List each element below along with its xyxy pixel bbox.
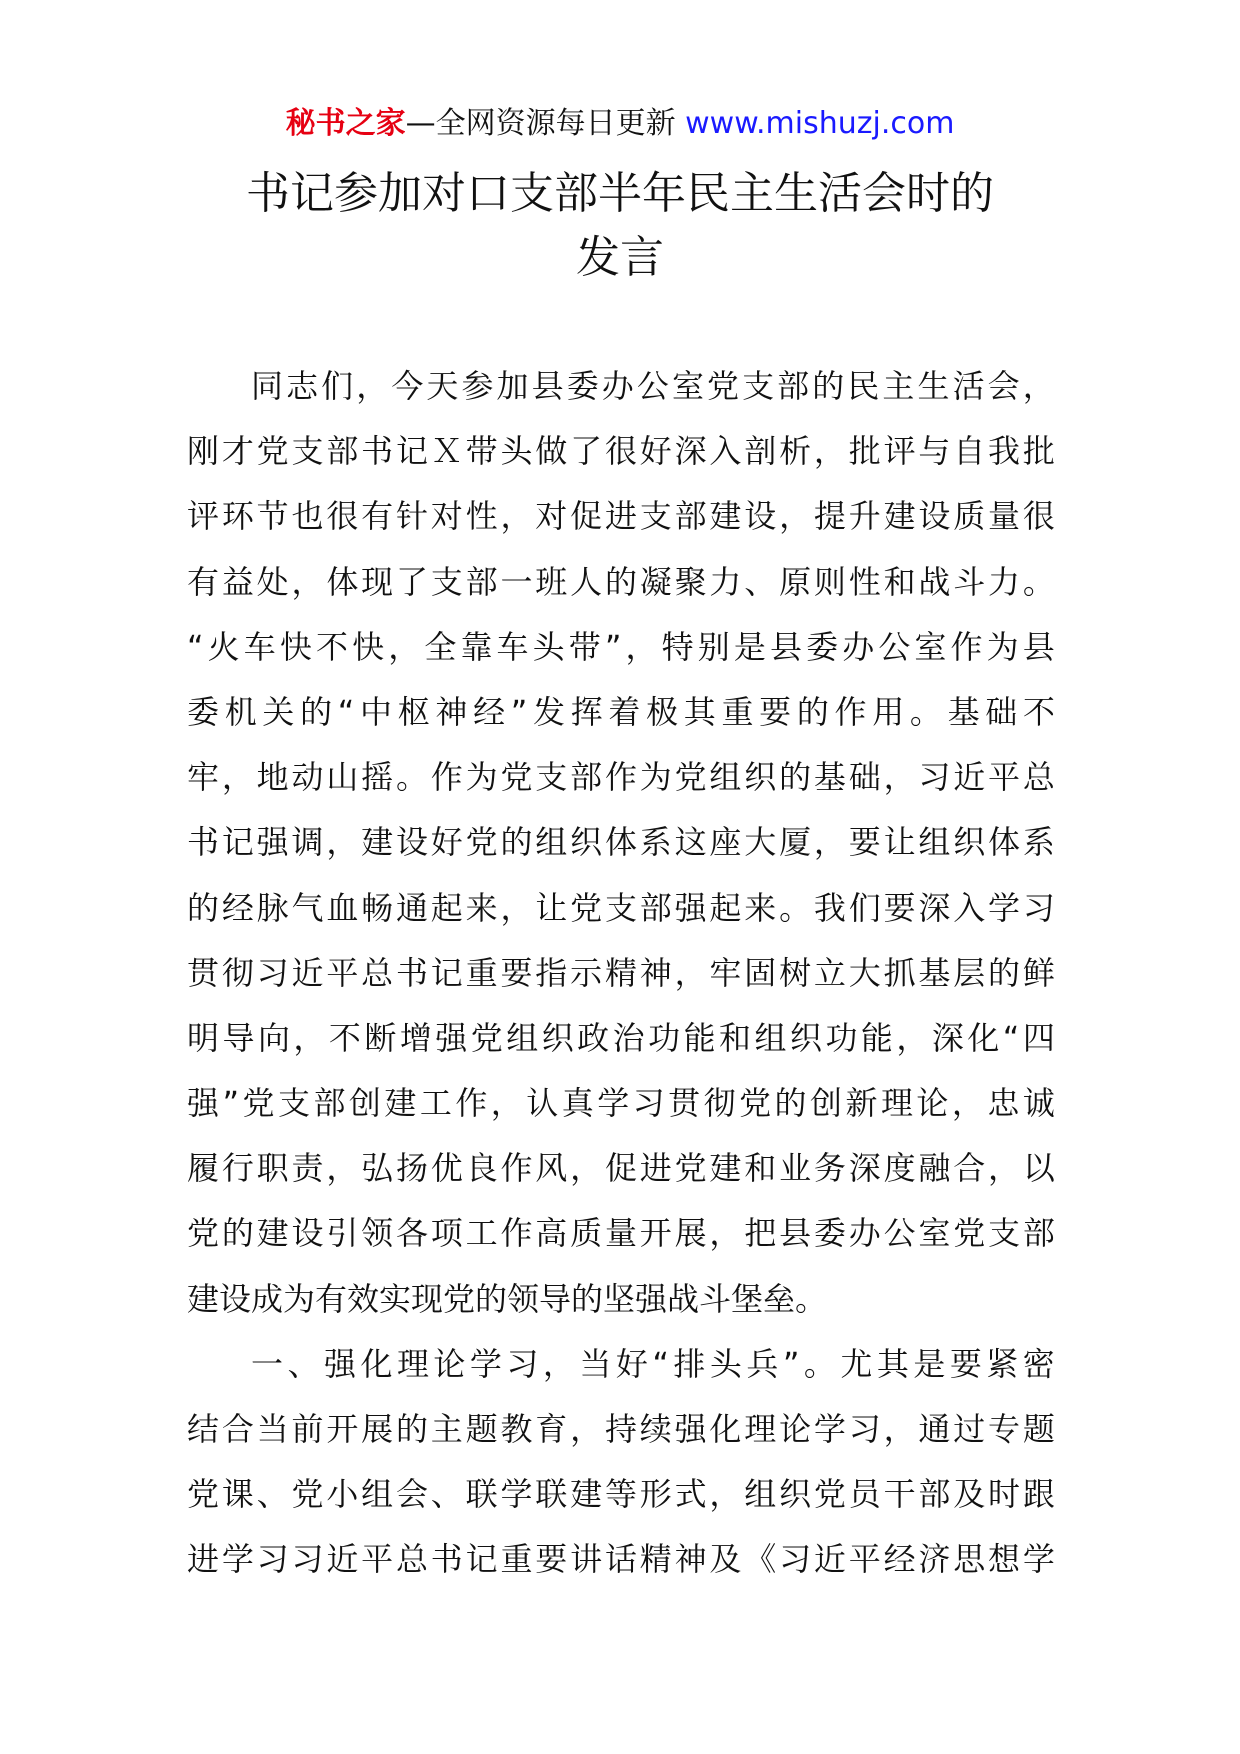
title-line-2: 发言 <box>576 232 664 283</box>
document-title <box>150 162 1090 290</box>
body-line: 履 行 职 责 ， 弘 扬 优 良 作 风 ， 促 进 党 建 和 业 务 深 度 融 合 ， 以 <box>187 1149 1055 1188</box>
title-line-1: 书记参加对口支部半年民主生活会时的 <box>246 168 994 219</box>
body-line: 的 经 脉 气 血 畅 通 起 来 ， 让 党 支 部 强 起 来 。 我 们 要 深 入 学 习 <box>187 888 1055 927</box>
site-url-link[interactable]: www.mishuzj.com <box>685 106 955 141</box>
body-line: 书 记 强 调 ， 建 设 好 党 的 组 织 体 系 这 座 大 厦 ， 要 让 组 织 体 系 <box>187 823 1055 862</box>
body-line: 刚 才 党 支 部 书 记 Ｘ 带 头 做 了 很 好 深 入 剖 析 ， 批 评 与 自 我 批 <box>187 432 1055 471</box>
body-line: 明 导 向 ， 不 断 增 强 党 组 织 政 治 功 能 和 组 织 功 能 ， 深 化 “ 四 <box>187 1018 1055 1057</box>
body-line: 一 、 强 化 理 论 学 习 ， 当 好 “ 排 头 兵 ” 。 尤 其 是 要 紧 密 <box>251 1344 1055 1383</box>
document-body <box>187 354 1055 1593</box>
site-brand: 秘书之家 <box>285 106 406 141</box>
body-line: 结 合 当 前 开 展 的 主 题 教 育 ， 持 续 强 化 理 论 学 习 ， 通 过 专 题 <box>187 1410 1055 1448</box>
body-line: 建设成为有效实现党的领导的坚强战斗堡垒。 <box>187 1279 828 1318</box>
body-line: 党 课 、 党 小 组 会 、 联 学 联 建 等 形 式 ， 组 织 党 员 干 部 及 时 跟 <box>187 1475 1055 1514</box>
body-line: 进 学 习 习 近 平 总 书 记 重 要 讲 话 精 神 及 《 习 近 平 经 济 思 想 学 <box>187 1540 1055 1579</box>
body-line: 强 ” 党 支 部 创 建 工 作 ， 认 真 学 习 贯 彻 党 的 创 新 理 论 ， 忠 诚 <box>187 1084 1055 1123</box>
body-line: 牢 ， 地 动 山 摇 。 作 为 党 支 部 作 为 党 组 织 的 基 础 ， 习 近 平 总 <box>187 758 1055 797</box>
body-line: 同 志 们 ， 今 天 参 加 县 委 办 公 室 党 支 部 的 民 主 生 活 会 ， <box>251 367 1055 405</box>
body-line: 有 益 处 ， 体 现 了 支 部 一 班 人 的 凝 聚 力 、 原 则 性 和 战 斗 力 。 <box>187 562 1055 601</box>
site-slogan: —全网资源每日更新 <box>405 106 676 141</box>
site-header <box>0 100 1240 148</box>
body-line: 评 环 节 也 很 有 针 对 性 ， 对 促 进 支 部 建 设 ， 提 升 建 设 质 量 很 <box>187 497 1055 536</box>
body-line: 委 机 关 的 “ 中 枢 神 经 ” 发 挥 着 极 其 重 要 的 作 用 。 基 础 不 <box>187 692 1055 731</box>
body-line: “ 火 车 快 不 快 ， 全 靠 车 头 带 ” ， 特 别 是 县 委 办 公 室 作 为 县 <box>187 627 1055 666</box>
body-line: 党 的 建 设 引 领 各 项 工 作 高 质 量 开 展 ， 把 县 委 办 公 室 党 支 部 <box>187 1214 1055 1253</box>
body-line: 贯 彻 习 近 平 总 书 记 重 要 指 示 精 神 ， 牢 固 树 立 大 抓 基 层 的 鲜 <box>187 953 1055 992</box>
